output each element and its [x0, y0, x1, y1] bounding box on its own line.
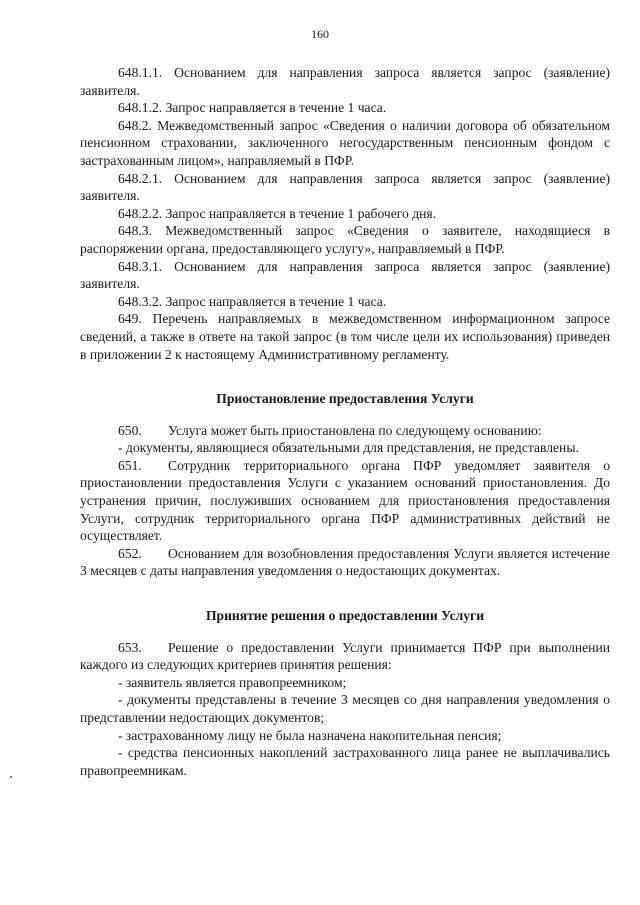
criteria-item: - средства пенсионных накоплений застрахованного лица ранее не выплачивались правопреемникам. — [80, 745, 610, 778]
paragraph-text: Сотрудник территориального органа ПФР уведомляет заявителя о приостановлении предоставления Услуги с указанием оснований приостановления. До устранения причин, послуживших основанием для приостановления предоставления Услуги, сотрудник территориального органа ПФР административных действий не осуществляет. — [80, 457, 610, 544]
paragraph-number: 650. — [118, 422, 142, 438]
paragraph-650 — [80, 422, 610, 440]
paragraph-648-2-2: 648.2.2. Запрос направляется в течение 1 рабочего дня. — [118, 205, 437, 221]
paragraph-number: 651. — [118, 457, 142, 473]
paragraph-648-1-2: 648.1.2. Запрос направляется в течение 1 часа. — [118, 100, 387, 116]
paragraph-text: Решение о предоставлении Услуги принимается ПФР при выполнении каждого из следующих критериев принятия решения: — [80, 639, 610, 673]
paragraph-text: Основанием для возобновления предоставления Услуги является истечение 3 месяцев с даты направления уведомления о недостающих документах. — [80, 545, 610, 579]
paragraph-648-1-1: 648.1.1. Основанием для направления запроса является запрос (заявление) заявителя. — [80, 65, 610, 98]
document-body — [80, 64, 610, 779]
section-heading-suspension: Приостановление предоставления Услуги — [216, 391, 474, 407]
spacer — [80, 363, 610, 390]
paragraph-648-3: 648.3. Межведомственный запрос «Сведения о заявителе, находящиеся в распоряжении органа, предоставляющего услугу», направляемый в ПФР. — [80, 223, 610, 256]
paragraph-651 — [80, 457, 610, 545]
paragraph-number: 653. — [118, 639, 142, 655]
paragraph-648-2-1: 648.2.1. Основанием для направления запроса является запрос (заявление) заявителя. — [80, 170, 610, 204]
paragraph-number: 652. — [118, 545, 142, 561]
paragraph-653 — [80, 639, 610, 674]
scan-speck — [10, 776, 12, 778]
paragraph-648-3-2: 648.3.2. Запрос направляется в течение 1 часа. — [118, 293, 387, 309]
section-heading-decision: Принятие решения о предоставлении Услуги — [205, 608, 485, 624]
paragraph-650-item: - документы, являющиеся обязательными для представления, не представлены. — [118, 440, 579, 456]
criteria-item: - документы представлены в течение 3 месяцев со дня направления уведомления о представлении недостающих документов; — [80, 692, 610, 725]
page-number: 160 — [311, 27, 329, 41]
paragraph-652 — [80, 545, 610, 580]
paragraph-649: 649. Перечень направляемых в межведомственном информационном запросе сведений, а также в ответе на такой запрос (в том числе цели их использования) приведен в приложении 2 к настоящему Административному регламенту. — [80, 311, 610, 362]
spacer — [80, 625, 610, 639]
paragraph-648-2: 648.2. Межведомственный запрос «Сведения о наличии договора об обязательном пенсионном страховании, заключенного негосударственным пенсионным фондом с застрахованным лицом», направляемый в ПФР. — [80, 117, 610, 168]
criteria-item: - заявитель является правопреемником; — [118, 674, 347, 690]
paragraph-648-3-1: 648.3.1. Основанием для направления запроса является запрос (заявление) заявителя. — [80, 258, 610, 292]
spacer — [80, 408, 610, 422]
paragraph-text: Услуга может быть приостановлена по следующему основанию: — [168, 422, 542, 438]
spacer — [80, 580, 610, 607]
criteria-item: - застрахованному лицу не была назначена накопительная пенсия; — [118, 727, 502, 743]
